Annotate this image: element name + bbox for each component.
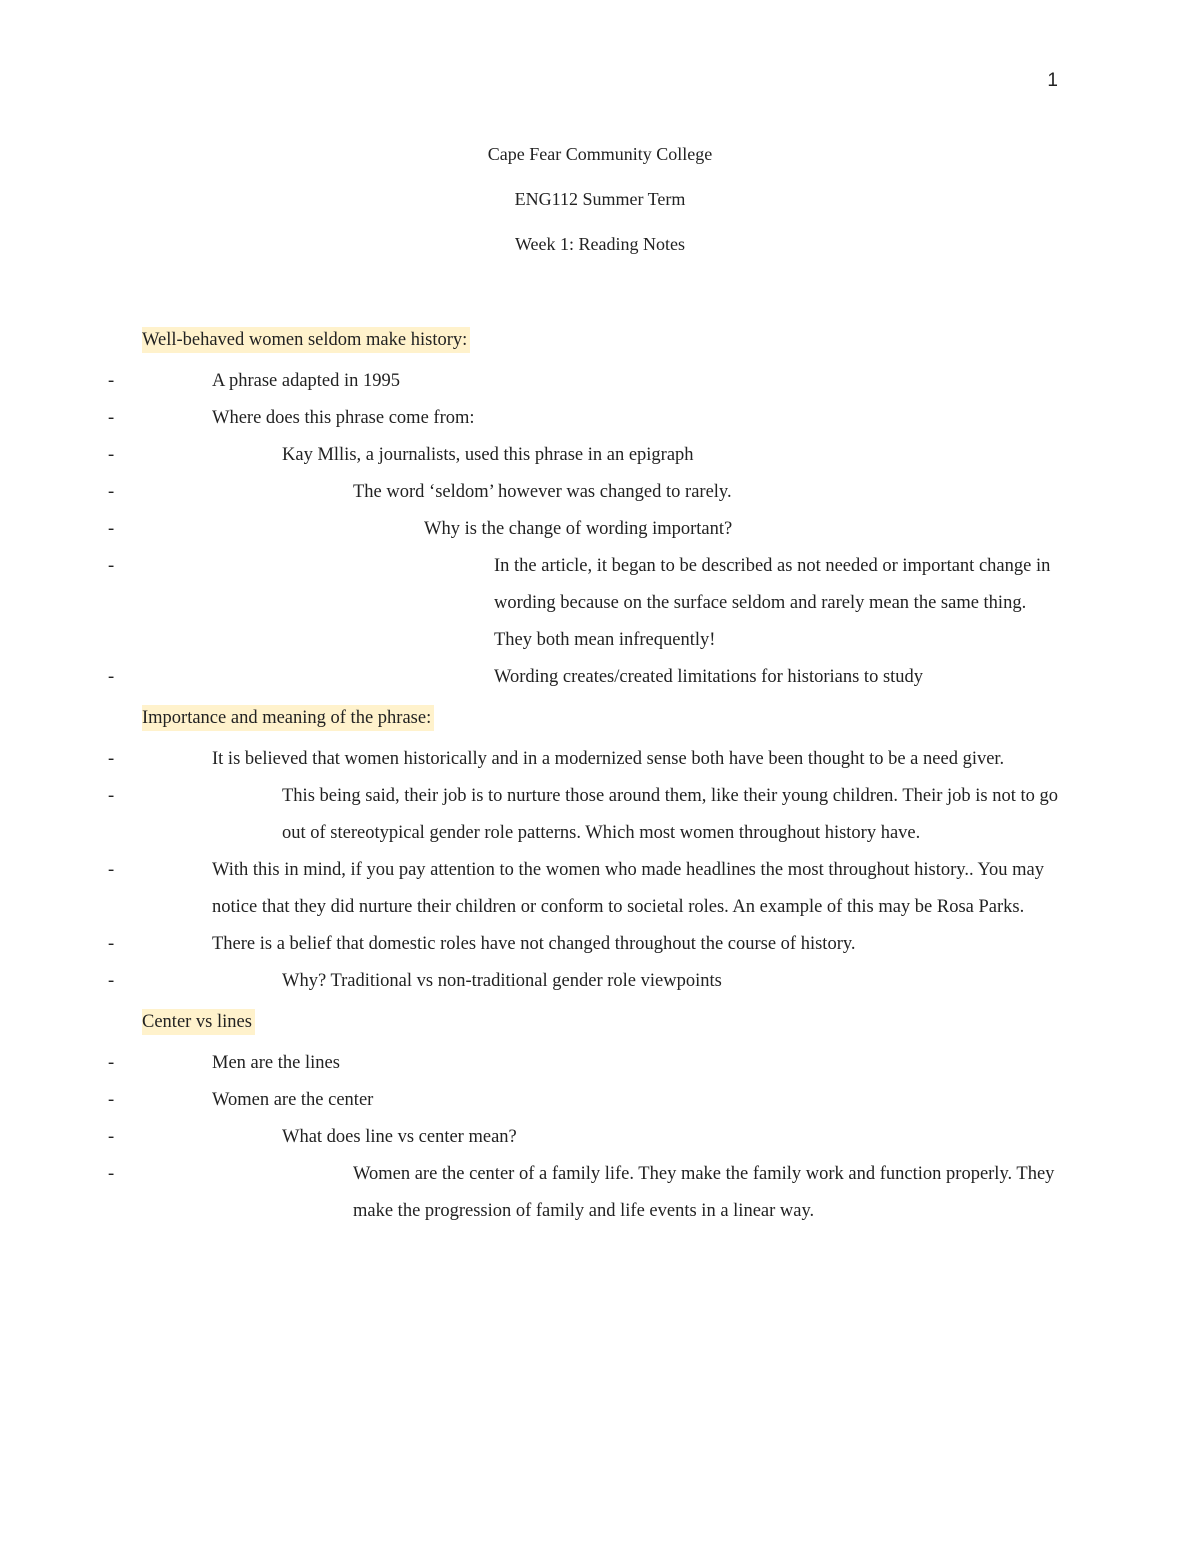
- bullet-dash: -: [108, 934, 115, 954]
- list-item: [108, 778, 1062, 852]
- list-item: [108, 437, 1062, 474]
- list-item-text: Wording creates/created limitations for historians to study: [494, 667, 924, 687]
- bullet-dash: -: [108, 749, 115, 769]
- bullet-list: [108, 1045, 1062, 1230]
- bullet-dash: -: [108, 408, 115, 428]
- list-item-text: Why is the change of wording important?: [424, 519, 733, 539]
- list-item-text: Where does this phrase come from:: [212, 408, 475, 428]
- list-item-text: There is a belief that domestic roles have not changed throughout the course of history.: [212, 934, 856, 954]
- document-header: [0, 140, 1200, 275]
- bullet-dash: -: [108, 786, 115, 806]
- page-number: 1: [1047, 70, 1058, 91]
- bullet-dash: -: [108, 1127, 115, 1147]
- document-title: Week 1: Reading Notes: [514, 234, 685, 254]
- list-item-text: A phrase adapted in 1995: [212, 371, 401, 391]
- section-heading-row: [142, 1000, 1062, 1045]
- list-item: [108, 400, 1062, 437]
- bullet-dash: -: [108, 667, 115, 687]
- list-item: [108, 363, 1062, 400]
- section-heading-row: [142, 318, 1062, 363]
- institution-name: Cape Fear Community College: [487, 144, 713, 164]
- list-item: [108, 511, 1062, 548]
- section-heading: Importance and meaning of the phrase:: [142, 705, 434, 731]
- list-item-text: Women are the center: [212, 1090, 374, 1110]
- bullet-list: [108, 363, 1062, 696]
- list-item-text: Kay Mllis, a journalists, used this phrase in an epigraph: [282, 445, 694, 465]
- list-item: [108, 1082, 1062, 1119]
- list-item-text: Why? Traditional vs non-traditional gender role viewpoints: [282, 971, 722, 991]
- list-item-text: With this in mind, if you pay attention to the women who made headlines the most throughout history.. You may notice that they did nurture their children or conform to societal roles. An example of this may be Rosa Parks.: [212, 860, 1045, 917]
- bullet-list: [108, 741, 1062, 1000]
- list-item: [108, 1045, 1062, 1082]
- list-item-text: This being said, their job is to nurture those around them, like their young children. Their job is not to go out of stereotypical gender role patterns. Which most women throughout history have.: [282, 786, 1059, 843]
- list-item: [108, 741, 1062, 778]
- bullet-dash: -: [108, 1053, 115, 1073]
- list-item-text: In the article, it began to be described as not needed or important change in wording because on the surface seldom and rarely mean the same thing. They both mean infrequently!: [494, 556, 1051, 650]
- list-item: [108, 659, 1062, 696]
- bullet-dash: -: [108, 482, 115, 502]
- bullet-dash: -: [108, 519, 115, 539]
- bullet-dash: -: [108, 1164, 115, 1184]
- list-item-text: The word ‘seldom’ however was changed to rarely.: [353, 482, 732, 502]
- bullet-dash: -: [108, 971, 115, 991]
- bullet-dash: -: [108, 1090, 115, 1110]
- list-item-text: What does line vs center mean?: [282, 1127, 517, 1147]
- section-heading: Center vs lines: [142, 1009, 255, 1035]
- notes-body: [108, 318, 1062, 1230]
- list-item: [108, 1119, 1062, 1156]
- bullet-dash: -: [108, 860, 115, 880]
- section-heading: Well-behaved women seldom make history:: [142, 327, 470, 353]
- list-item: [108, 1156, 1062, 1230]
- bullet-dash: -: [108, 445, 115, 465]
- course-name: ENG112 Summer Term: [514, 189, 686, 209]
- bullet-dash: -: [108, 556, 115, 576]
- list-item: [108, 926, 1062, 963]
- list-item: [108, 474, 1062, 511]
- list-item: [108, 548, 1062, 659]
- list-item-text: Women are the center of a family life. They make the family work and function properly. They make the progression of family and life events in a linear way.: [353, 1164, 1055, 1221]
- list-item: [108, 852, 1062, 926]
- list-item: [108, 963, 1062, 1000]
- section-heading-row: [142, 696, 1062, 741]
- list-item-text: Men are the lines: [212, 1053, 340, 1073]
- bullet-dash: -: [108, 371, 115, 391]
- list-item-text: It is believed that women historically and in a modernized sense both have been thought to be a need giver.: [212, 749, 1005, 769]
